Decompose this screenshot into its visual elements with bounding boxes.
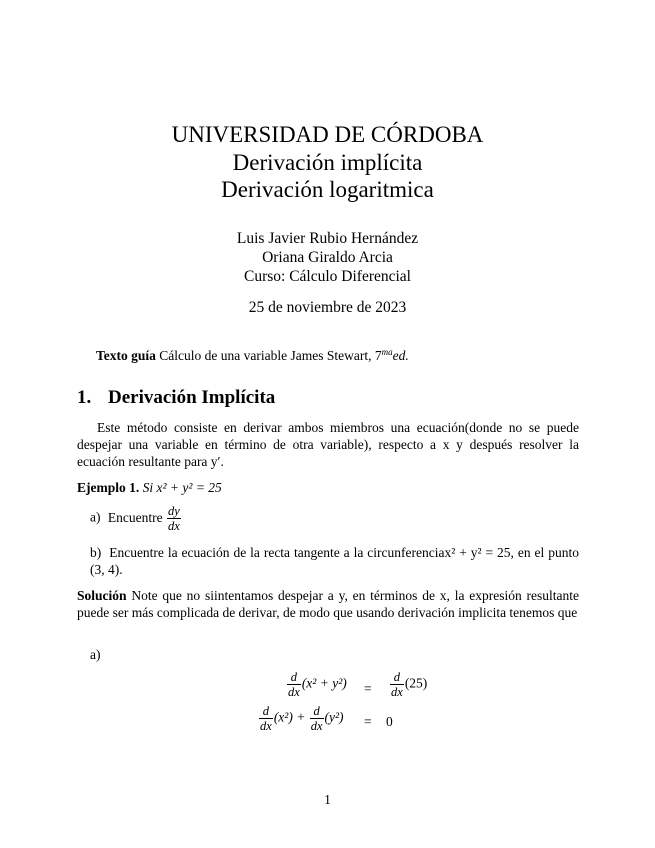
item-b-text: Encuentre la ecuación de la recta tangente a la circunferenciax² + y² = 25, en el punto (3, 4). bbox=[90, 545, 579, 577]
equation-1-rhs: $\frac{d}{dx}$ (25) bbox=[391, 670, 428, 699]
solution-paragraph bbox=[77, 587, 579, 621]
example-text: Si x² + y² = 25 bbox=[142, 480, 222, 495]
solution-part-a: a) bbox=[90, 647, 101, 662]
equation-2-lhs: $\frac{d}{dx}$ (x²) + $\frac{d}{dx}$ (y²) bbox=[260, 704, 344, 733]
example-heading bbox=[77, 479, 579, 496]
item-a-text: Encuentre bbox=[107, 509, 163, 525]
solution-label: Solución bbox=[77, 588, 127, 603]
section-number: 1. bbox=[77, 387, 92, 408]
section-heading bbox=[77, 387, 275, 409]
example-item-b bbox=[90, 544, 579, 578]
section-paragraph: Este método consiste en derivar ambos miembros una ecuación(donde no se puede despejar una variable en término de otra variable), respecto a x y después resolver la ecuación resultante para y′. bbox=[77, 420, 579, 469]
guide-sup: ma bbox=[381, 347, 393, 357]
d-dx-fraction: $\frac{d}{dx}$ bbox=[260, 704, 272, 733]
example-item-a bbox=[90, 504, 570, 533]
page-number: 1 bbox=[324, 792, 331, 807]
university-title: UNIVERSIDAD DE CÓRDOBA bbox=[171, 122, 484, 147]
dy-dx-fraction: $\frac{dy}{dx}$ bbox=[167, 504, 180, 533]
d-dx-fraction: $\frac{d}{dx}$ bbox=[288, 670, 300, 699]
equation-1-equals: = bbox=[364, 681, 372, 696]
guide-end: ed. bbox=[392, 348, 409, 363]
section-title: Derivación Implícita bbox=[108, 387, 276, 408]
item-a-label: a) bbox=[90, 509, 101, 525]
equation-2-rhs: 0 bbox=[386, 714, 393, 729]
subtitle-implicit: Derivación implícita bbox=[232, 150, 423, 175]
author-1: Luis Javier Rubio Hernández bbox=[236, 230, 419, 247]
d-dx-fraction: $\frac{d}{dx}$ bbox=[391, 670, 403, 699]
equation-1-lhs: $\frac{d}{dx}$ (x² + y²) bbox=[288, 670, 347, 699]
guide-label: Texto guía bbox=[96, 348, 156, 363]
item-b-label: b) bbox=[90, 545, 102, 560]
guide-text bbox=[96, 347, 576, 364]
date: 25 de noviembre de 2023 bbox=[248, 299, 407, 316]
subtitle-logarithmic: Derivación logaritmica bbox=[221, 177, 434, 202]
solution-text: Note que no siintentamos despejar a y, en términos de x, la expresión resultante puede ser más complicada de derivar, de modo que usando derivación implicita tenemos que bbox=[77, 588, 579, 620]
d-dx-fraction: $\frac{d}{dx}$ bbox=[310, 704, 323, 733]
guide-body: Cálculo de una variable James Stewart, 7 bbox=[159, 348, 382, 363]
author-2: Oriana Giraldo Arcia bbox=[262, 249, 393, 266]
course: Curso: Cálculo Diferencial bbox=[243, 268, 411, 285]
equation-2-equals: = bbox=[364, 714, 372, 729]
example-label: Ejemplo 1. bbox=[77, 480, 140, 495]
